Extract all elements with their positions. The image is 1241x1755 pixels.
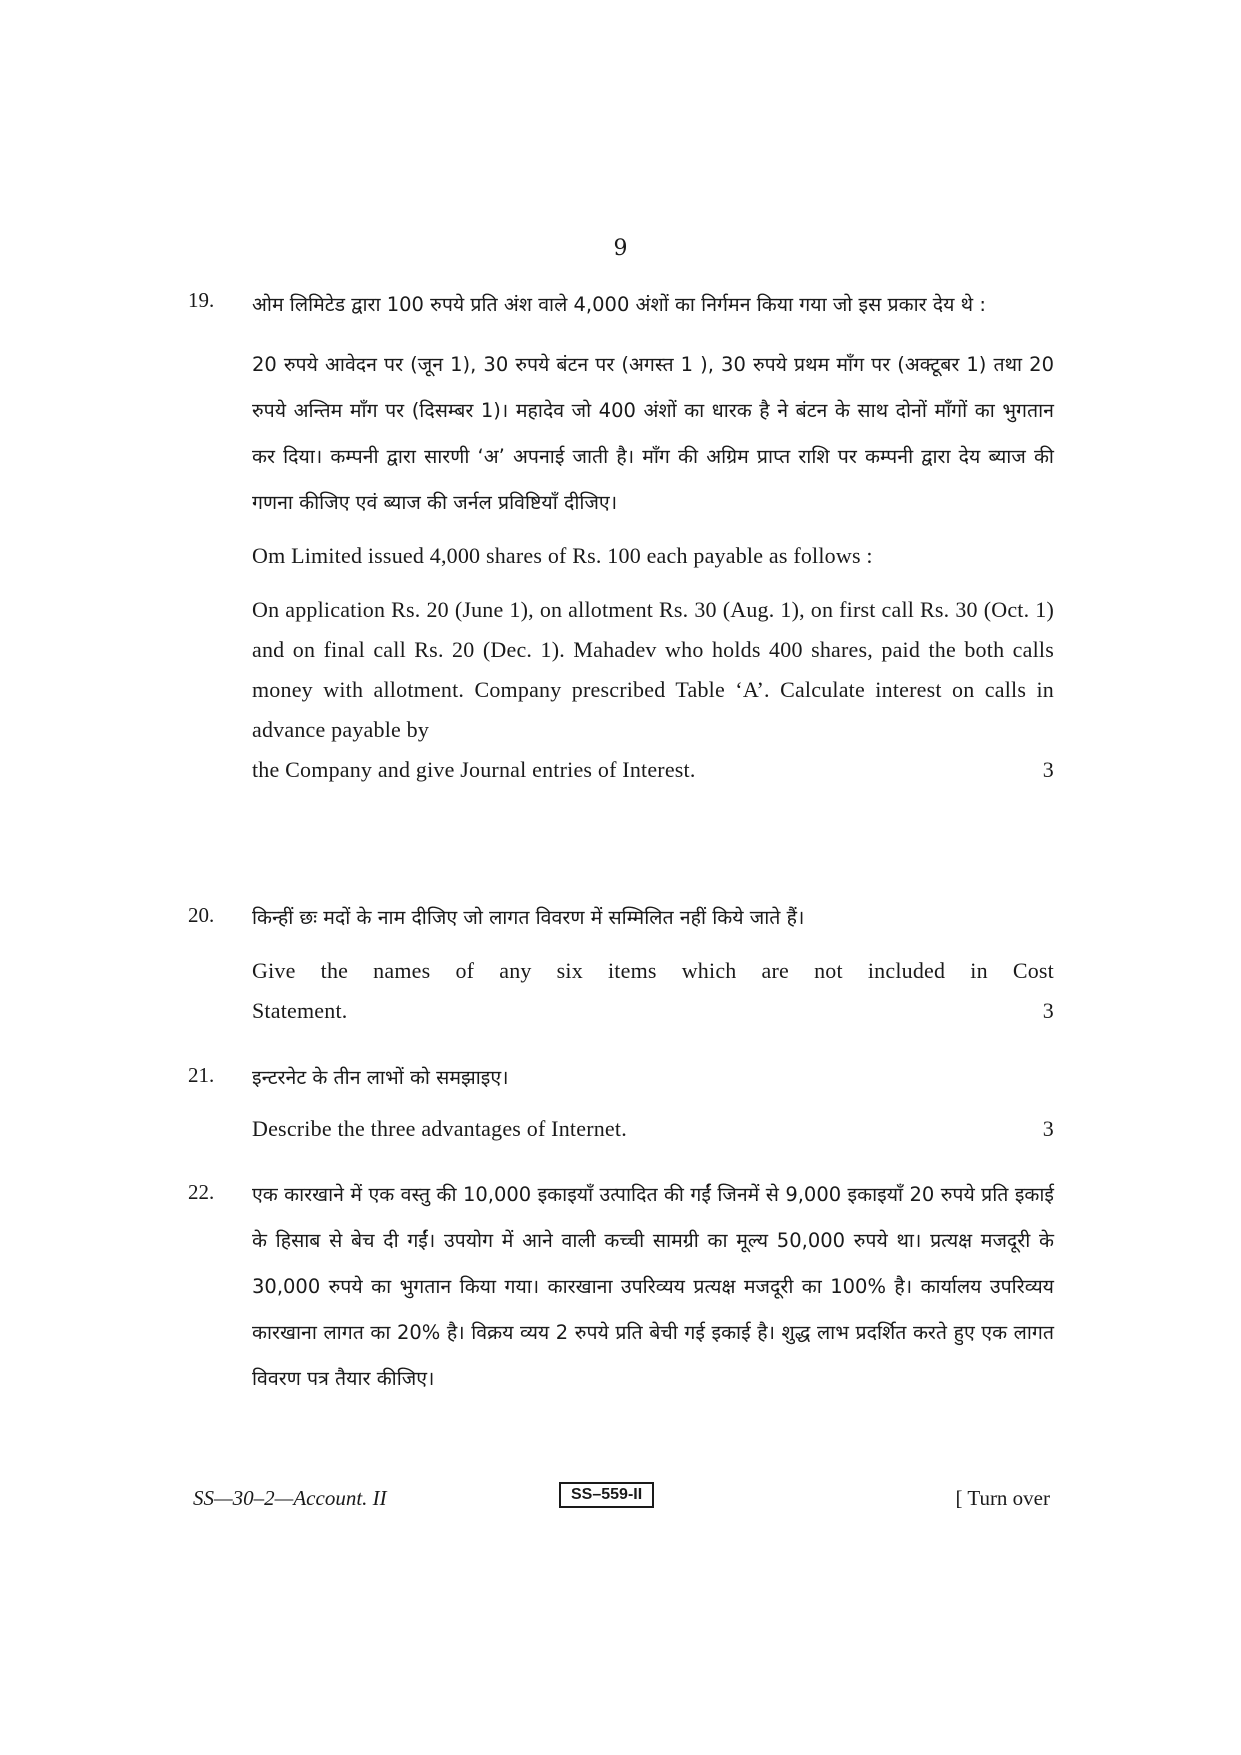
footer-series-box: SS–559-II <box>559 1482 654 1508</box>
question-21-last-line <box>252 1109 1054 1149</box>
page-footer <box>193 1482 1050 1516</box>
question-number: 22. <box>188 1180 215 1204</box>
marks: 3 <box>1042 998 1054 1023</box>
question-19 <box>188 282 1054 790</box>
question-22-hindi: एक कारखाने में एक वस्तु की 10,000 इकाइयाँ उत्पादित की गईं जिनमें से 9,000 इकाइयाँ 20 रुपये प्रति इकाई के हिसाब से बेच दी गईं। उपयोग में आने वाली कच्ची सामग्री का मूल्य 50,000 रुपये था। प्रत्यक्ष मजदूरी के 30,000 रुपये का भुगतान किया गया। कारखाना उपरिव्यय प्रत्यक्ष मजदूरी का 100% है। कार्यालय उपरिव्यय कारखाना लागत का 20% है। विक्रय व्यय 2 रुपये प्रति बेची गई इकाई है। शुद्ध लाभ प्रदर्शित करते हुए एक लागत विवरण पत्र तैयार कीजिए। <box>252 1183 1054 1390</box>
question-20-hindi: किन्हीं छः मदों के नाम दीजिए जो लागत विवरण में सम्मिलित नहीं किये जाते हैं। <box>252 906 805 929</box>
question-number: 20. <box>188 903 215 927</box>
question-21-hindi: इन्टरनेट के तीन लाभों को समझाइए। <box>252 1066 509 1089</box>
question-number: 19. <box>188 288 215 312</box>
footer-turn-over: [ Turn over <box>955 1486 1050 1510</box>
question-20 <box>188 895 1054 1031</box>
question-21-english-last: Describe the three advantages of Internet. <box>252 1116 627 1141</box>
question-19-english-last: the Company and give Journal entries of Interest. <box>252 757 696 782</box>
marks: 3 <box>1042 1116 1054 1141</box>
question-20-english-last: Statement. <box>252 998 348 1023</box>
question-19-last-line <box>252 750 1054 790</box>
page-number: 9 <box>613 236 628 261</box>
question-21 <box>188 1055 1054 1149</box>
question-20-last-line <box>252 991 1054 1031</box>
question-19-hindi-intro: ओम लिमिटेड द्वारा 100 रुपये प्रति अंश वाले 4,000 अंशों का निर्गमन किया गया जो इस प्रकार देय थे : <box>252 293 986 316</box>
question-20-english-body: Give the names of any six items which are not included in Cost <box>252 958 1054 983</box>
footer-paper-code: SS—30–2—Account. II <box>193 1486 387 1510</box>
question-22 <box>188 1172 1054 1402</box>
question-19-english-body: On application Rs. 20 (June 1), on allotment Rs. 30 (Aug. 1), on first call Rs. 30 (Oct. 1) and on final call Rs. 20 (Dec. 1). Mahadev who holds 400 shares, paid the both calls money with allotment. Company prescribed Table ‘A’. Calculate interest on calls in advance payable by <box>252 597 1054 742</box>
question-19-hindi-body: 20 रुपये आवेदन पर (जून 1), 30 रुपये बंटन पर (अगस्त 1 ), 30 रुपये प्रथम माँग पर (अक्टूबर 1) तथा 20 रुपये अन्तिम माँग पर (दिसम्बर 1)। महादेव जो 400 अंशों का धारक है ने बंटन के साथ दोनों माँगों का भुगतान कर दिया। कम्पनी द्वारा सारणी ‘अ’ अपनाई जाती है। माँग की अग्रिम प्राप्त राशि पर कम्पनी द्वारा देय ब्याज की गणना कीजिए एवं ब्याज की जर्नल प्रविष्टियाँ दीजिए। <box>252 353 1054 514</box>
question-number: 21. <box>188 1063 215 1087</box>
marks: 3 <box>1042 757 1054 782</box>
question-19-english-intro: Om Limited issued 4,000 shares of Rs. 100 each payable as follows : <box>252 543 873 568</box>
